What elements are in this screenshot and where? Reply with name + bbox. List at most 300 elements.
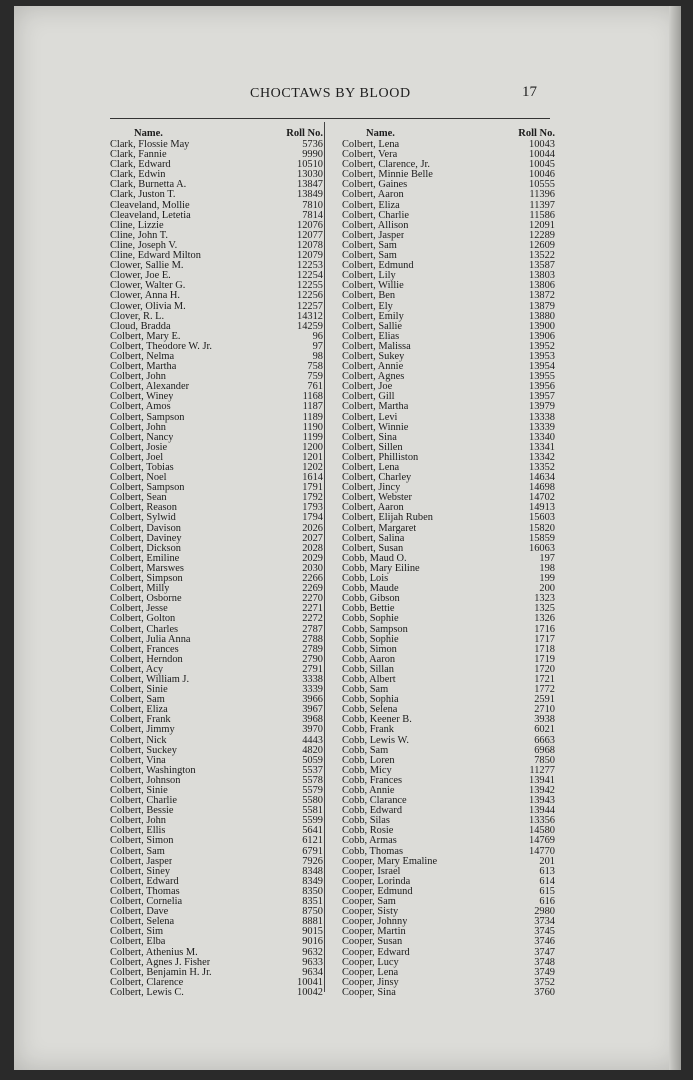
list-item	[110, 614, 323, 624]
list-item	[110, 675, 323, 685]
entry-name: Cobb, Maude	[342, 584, 399, 595]
roll-number: 12077	[297, 229, 323, 241]
roll-number: 13900	[529, 320, 555, 332]
entry-name: Cooper, Lena	[342, 967, 399, 978]
roll-number: 11277	[529, 764, 555, 776]
entry-name: Colbert, Sam	[110, 695, 165, 706]
roll-number: 1190	[302, 421, 323, 433]
list-item	[342, 433, 555, 443]
list-item	[342, 978, 555, 988]
entry-name: Colbert, Susan	[342, 543, 404, 554]
roll-number: 12255	[297, 280, 323, 292]
entry-name: Colbert, Lena	[342, 463, 400, 473]
entry-name: Colbert, Dickson	[110, 543, 181, 554]
list-item	[110, 160, 323, 170]
entry-name: Colbert, Suckey	[110, 745, 177, 756]
list-item	[342, 312, 555, 322]
entry-name: Colbert, Clarence	[110, 977, 184, 988]
list-item	[110, 423, 323, 433]
entry-name: Colbert, Sim	[110, 927, 164, 938]
roll-number: 13872	[529, 290, 555, 302]
left-column	[110, 128, 323, 998]
list-item	[342, 544, 555, 554]
entry-name: Cobb, Micy	[342, 765, 392, 776]
list-item	[342, 826, 555, 836]
list-item	[342, 867, 555, 877]
roll-number: 13906	[529, 330, 555, 342]
roll-number: 12254	[297, 270, 323, 282]
roll-number: 13341	[529, 441, 555, 453]
list-item	[110, 443, 323, 453]
entry-name: Colbert, Sam	[342, 251, 397, 262]
entry-name: Colbert, Eliza	[342, 200, 400, 211]
entry-name: Clover, R. L.	[110, 311, 165, 322]
roll-number: 2980	[534, 906, 555, 918]
entry-name: Clower, Anna H.	[110, 291, 180, 302]
list-item	[110, 665, 323, 675]
entry-name: Colbert, Salina	[342, 533, 405, 544]
entry-name: Colbert, Noel	[110, 473, 167, 484]
list-item	[342, 725, 555, 735]
entry-name: Colbert, Allison	[342, 220, 409, 231]
roll-number: 5579	[302, 785, 323, 796]
list-item	[110, 695, 323, 705]
entry-name: Colbert, Herndon	[110, 654, 183, 665]
list-item	[342, 443, 555, 453]
list-item	[342, 614, 555, 624]
entry-name: Colbert, Sam	[342, 240, 397, 251]
entry-name: Colbert, Agnes	[342, 372, 405, 383]
header-rule	[110, 118, 550, 119]
roll-list	[342, 140, 555, 998]
roll-number: 1201	[302, 451, 323, 463]
list-item	[110, 746, 323, 756]
list-item	[342, 695, 555, 705]
entry-name: Colbert, Athenius M.	[110, 947, 198, 958]
roll-number: 13352	[529, 462, 555, 473]
entry-name: Colbert, Sinie	[110, 786, 168, 796]
entry-name: Colbert, Ben	[342, 291, 396, 302]
entry-name: Colbert, Nancy	[110, 432, 174, 443]
roll-number: 13957	[529, 391, 555, 403]
roll-number: 1791	[302, 482, 323, 494]
entry-name: Colbert, Golton	[110, 614, 176, 625]
roll-number: 3746	[534, 936, 555, 948]
roll-number: 198	[539, 562, 555, 574]
roll-number: 13941	[529, 774, 555, 786]
list-item	[342, 766, 555, 776]
list-item	[110, 725, 323, 735]
roll-number: 13943	[529, 795, 555, 807]
list-item	[342, 382, 555, 392]
roll-number: 200	[539, 583, 555, 595]
roll-number: 13806	[529, 280, 555, 292]
entry-name: Colbert, Osborne	[110, 594, 182, 605]
entry-name: Colbert, Winey	[110, 392, 174, 403]
roll-number: 2789	[302, 643, 323, 655]
entry-name: Colbert, Acy	[110, 664, 164, 675]
roll-number: 1720	[534, 663, 555, 675]
roll-number: 13955	[529, 371, 555, 383]
entry-name: Colbert, Bessie	[110, 806, 174, 817]
entry-name: Colbert, Ely	[342, 301, 393, 312]
roll-number: 6791	[302, 845, 323, 857]
entry-name: Colbert, Nelma	[110, 351, 175, 362]
list-item	[342, 534, 555, 544]
list-item	[342, 776, 555, 786]
entry-name: Cobb, Lewis W.	[342, 735, 409, 746]
roll-number: 1199	[302, 431, 323, 443]
entry-name: Clark, Flossie May	[110, 140, 190, 150]
list-item	[110, 281, 323, 291]
roll-number: 1718	[534, 643, 555, 655]
list-item	[110, 513, 323, 523]
entry-name: Colbert, Jesse	[110, 604, 168, 615]
entry-name: Cloud, Bradda	[110, 321, 171, 332]
roll-number: 13979	[529, 401, 555, 413]
list-item	[342, 170, 555, 180]
roll-number: 1721	[534, 673, 555, 685]
entry-name: Colbert, Charles	[110, 624, 179, 635]
list-item	[110, 705, 323, 715]
entry-name: Cooper, Jinsy	[342, 977, 399, 988]
list-item	[342, 352, 555, 362]
roll-number: 13522	[529, 250, 555, 262]
roll-number: 9016	[302, 936, 323, 948]
entry-name: Cobb, Maud O.	[342, 553, 407, 564]
roll-number: 3968	[302, 714, 323, 726]
list-item	[110, 766, 323, 776]
entry-name: Colbert, Charlie	[342, 210, 409, 221]
list-item	[342, 513, 555, 523]
roll-number: 13356	[529, 815, 555, 827]
roll-number: 1793	[302, 502, 323, 514]
list-item	[110, 271, 323, 281]
entry-name: Cobb, Armas	[342, 836, 397, 847]
roll-number: 2026	[302, 522, 323, 534]
list-item	[342, 483, 555, 493]
roll-number: 15859	[529, 532, 555, 544]
roll-number: 10043	[529, 139, 555, 150]
list-item	[110, 352, 323, 362]
entry-name: Colbert, Dave	[110, 907, 169, 918]
list-item	[342, 261, 555, 271]
roll-number: 1187	[302, 401, 323, 413]
entry-name: Colbert, William J.	[110, 674, 190, 685]
roll-number: 1716	[534, 623, 555, 635]
entry-name: Colbert, Jasper	[110, 856, 173, 867]
roll-number: 8750	[302, 906, 323, 918]
roll-number: 13944	[529, 805, 555, 817]
entry-name: Colbert, Frank	[110, 715, 171, 726]
entry-name: Cobb, Albert	[342, 674, 396, 685]
roll-number: 5581	[302, 805, 323, 817]
list-item	[110, 463, 323, 473]
list-item	[110, 221, 323, 231]
roll-number: 4820	[302, 744, 323, 756]
entry-name: Colbert, Philliston	[342, 452, 419, 463]
entry-name: Cobb, Frank	[342, 725, 394, 736]
list-item	[110, 322, 323, 332]
list-item	[110, 897, 323, 907]
roll-number: 13956	[529, 381, 555, 393]
entry-name: Colbert, Edward	[110, 876, 179, 887]
entry-name: Cobb, Silas	[342, 816, 390, 827]
list-item	[110, 645, 323, 655]
list-item	[342, 857, 555, 867]
list-item	[342, 887, 555, 897]
list-item	[110, 635, 323, 645]
list-item	[342, 251, 555, 261]
list-item	[110, 927, 323, 937]
entry-name: Colbert, Tobias	[110, 463, 174, 473]
entry-name: Cooper, Lucy	[342, 957, 399, 968]
roll-number: 2266	[302, 573, 323, 585]
roll-number: 15603	[529, 512, 555, 524]
list-item	[342, 937, 555, 947]
list-item	[342, 150, 555, 160]
list-item	[110, 948, 323, 958]
entry-name: Cobb, Selena	[342, 705, 398, 716]
list-item	[342, 362, 555, 372]
entry-name: Colbert, Sean	[110, 493, 167, 504]
list-item	[110, 685, 323, 695]
entry-name: Colbert, Davison	[110, 523, 181, 534]
list-item	[110, 503, 323, 513]
list-item	[342, 584, 555, 594]
list-item	[110, 877, 323, 887]
roll-number: 12091	[529, 219, 555, 231]
list-item	[110, 402, 323, 412]
list-item	[342, 645, 555, 655]
roll-number: 1326	[534, 613, 555, 625]
roll-number: 14698	[529, 482, 555, 494]
list-item	[342, 463, 555, 473]
list-item	[110, 291, 323, 301]
roll-number: 13954	[529, 361, 555, 373]
roll-number: 14259	[297, 320, 323, 332]
roll-number: 615	[539, 885, 555, 897]
roll-number: 4443	[302, 734, 323, 746]
roll-number: 14913	[529, 502, 555, 514]
entry-name: Colbert, Vina	[110, 755, 166, 766]
list-item	[342, 453, 555, 463]
entry-name: Cobb, Sam	[342, 745, 389, 756]
entry-name: Cooper, Susan	[342, 937, 403, 948]
roll-number: 13338	[529, 411, 555, 423]
roll-number: 12078	[297, 239, 323, 251]
roll-number: 3745	[534, 926, 555, 938]
entry-name: Cobb, Sophia	[342, 695, 399, 706]
entry-name: Cooper, Lorinda	[342, 876, 411, 887]
roll-number: 14702	[529, 492, 555, 504]
list-item	[110, 796, 323, 806]
list-item	[110, 342, 323, 352]
roll-number: 616	[539, 896, 555, 908]
roll-number: 7926	[302, 855, 323, 867]
list-item	[342, 816, 555, 826]
list-item	[342, 221, 555, 231]
list-item	[110, 857, 323, 867]
roll-number: 758	[307, 361, 323, 373]
roll-number: 5580	[302, 795, 323, 807]
entry-name: Colbert, Marswes	[110, 563, 184, 574]
list-item	[110, 988, 323, 998]
entry-name: Colbert, Levi	[342, 412, 398, 423]
entry-name: Cobb, Clarance	[342, 796, 407, 807]
roll-number: 3966	[302, 694, 323, 706]
list-item	[110, 534, 323, 544]
roll-number: 13847	[297, 179, 323, 191]
entry-name: Colbert, Webster	[342, 493, 412, 504]
roll-number: 8349	[302, 875, 323, 887]
roll-number: 10044	[529, 149, 555, 161]
entry-name: Cline, Joseph V.	[110, 240, 178, 251]
page-number: 17	[522, 84, 537, 100]
entry-name: Colbert, Josie	[110, 442, 168, 453]
list-item	[110, 584, 323, 594]
roll-number: 96	[312, 330, 323, 342]
roll-number: 9632	[302, 946, 323, 958]
entry-name: Colbert, Sukey	[342, 351, 405, 362]
roll-number: 13953	[529, 350, 555, 362]
roll-number: 761	[307, 381, 323, 393]
list-item	[342, 736, 555, 746]
list-item	[110, 887, 323, 897]
list-item	[342, 968, 555, 978]
list-item	[110, 544, 323, 554]
list-item	[342, 241, 555, 251]
entry-name: Colbert, Thomas	[110, 886, 180, 897]
roll-number: 13879	[529, 300, 555, 312]
list-item	[110, 736, 323, 746]
roll-number: 8881	[302, 916, 323, 928]
roll-number: 2791	[302, 663, 323, 675]
entry-name: Cobb, Gibson	[342, 594, 400, 605]
entry-name: Cobb, Aaron	[342, 654, 396, 665]
entry-name: Colbert, Edmund	[342, 261, 414, 272]
roll-number: 11586	[529, 209, 555, 221]
list-item	[110, 907, 323, 917]
list-item	[110, 332, 323, 342]
entry-name: Colbert, Joel	[110, 452, 164, 463]
entry-name: Colbert, Theodore W. Jr.	[110, 341, 212, 352]
roll-number: 13342	[529, 451, 555, 463]
list-item	[110, 180, 323, 190]
entry-name: Colbert, Mary E.	[110, 331, 181, 342]
roll-number: 8350	[302, 885, 323, 897]
roll-number: 11397	[529, 199, 555, 211]
list-item	[110, 170, 323, 180]
roll-number: 97	[312, 340, 323, 352]
entry-name: Colbert, Aaron	[342, 190, 404, 201]
roll-number: 2270	[302, 593, 323, 605]
roll-number: 201	[539, 855, 555, 867]
entry-name: Colbert, Sam	[110, 846, 165, 857]
list-item	[342, 836, 555, 846]
roll-number: 1202	[302, 462, 323, 473]
list-item	[110, 786, 323, 796]
column-header	[110, 128, 323, 140]
entry-name: Cline, Lizzie	[110, 220, 164, 231]
list-item	[110, 867, 323, 877]
entry-name: Colbert, Simon	[110, 836, 174, 847]
entry-name: Cobb, Sophie	[342, 614, 399, 625]
list-item	[110, 382, 323, 392]
roll-number: 9633	[302, 956, 323, 968]
entry-name: Cobb, Rosie	[342, 826, 394, 837]
entry-name: Cobb, Lois	[342, 574, 389, 585]
list-item	[110, 312, 323, 322]
roll-number: 14312	[297, 310, 323, 322]
list-item	[342, 927, 555, 937]
list-item	[110, 564, 323, 574]
list-item	[110, 483, 323, 493]
list-item	[110, 968, 323, 978]
entry-name: Colbert, Sina	[342, 432, 397, 443]
list-item	[342, 988, 555, 998]
roll-number: 614	[539, 875, 555, 887]
roll-number: 1325	[534, 603, 555, 615]
list-item	[342, 665, 555, 675]
roll-number: 3938	[534, 714, 555, 726]
list-item	[110, 150, 323, 160]
roll-number: 6968	[534, 744, 555, 756]
roll-number: 1772	[534, 684, 555, 696]
entry-name: Colbert, Minnie Belle	[342, 170, 433, 181]
roll-number: 5537	[302, 764, 323, 776]
entry-name: Colbert, Cornelia	[110, 897, 183, 908]
list-item	[342, 594, 555, 604]
list-item	[342, 847, 555, 857]
list-item	[342, 554, 555, 564]
list-item	[110, 655, 323, 665]
roll-number: 9990	[302, 149, 323, 161]
list-item	[342, 423, 555, 433]
list-item	[110, 493, 323, 503]
list-item	[342, 756, 555, 766]
roll-number: 8348	[302, 865, 323, 877]
roll-number: 2272	[302, 613, 323, 625]
entry-name: Colbert, Clarence, Jr.	[342, 160, 431, 171]
list-item	[110, 140, 323, 150]
entry-name: Clark, Edwin	[110, 170, 166, 181]
list-item	[342, 907, 555, 917]
list-item	[342, 705, 555, 715]
list-item	[342, 402, 555, 412]
list-item	[110, 241, 323, 251]
roll-header: Roll No.	[286, 128, 323, 139]
roll-number: 10555	[529, 179, 555, 191]
roll-number: 9634	[302, 966, 323, 978]
entry-name: Colbert, Elias	[342, 331, 400, 342]
list-item	[342, 201, 555, 211]
list-item	[342, 281, 555, 291]
list-item	[110, 594, 323, 604]
list-item	[342, 140, 555, 150]
list-item	[342, 473, 555, 483]
roll-number: 2030	[302, 562, 323, 574]
entry-name: Cobb, Edward	[342, 806, 403, 817]
list-item	[342, 685, 555, 695]
roll-number: 2029	[302, 552, 323, 564]
entry-name: Colbert, Jasper	[342, 230, 405, 241]
roll-number: 14580	[529, 825, 555, 837]
list-item	[110, 826, 323, 836]
entry-name: Cobb, Frances	[342, 775, 403, 786]
list-item	[342, 271, 555, 281]
list-item	[342, 372, 555, 382]
